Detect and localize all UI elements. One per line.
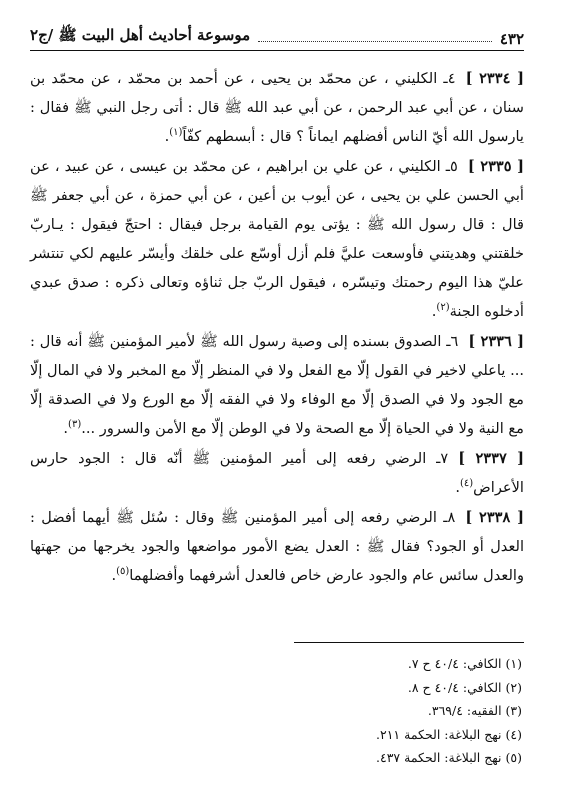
hadith-end: .	[63, 420, 69, 437]
footnote: (٤) نهج البلاغة: الحكمة ٢١١.	[376, 726, 522, 742]
hadith-text: ٦ـ الصدوق بسنده إلى وصية رسول الله ﷺ لأمير المؤمنين ﷺ أنه قال : ... ياعلي لاخير في القول إلّا مع الفعل ولا في المنظر إلّا مع المخبر ولا في المال إلّا مع الجود ولا في الصدق إلّا مع الوفاء ولا في الفقه إلّا مع الورع ولا في الصدقة إلّا مع النية ولا في الحياة إلّا مع الصحة ولا في الوطن إلّا مع الأمن والسرور ...	[30, 333, 524, 437]
footnote-separator	[294, 642, 524, 643]
page-number: ٤٣٢	[499, 30, 524, 48]
hadith-end: .	[111, 567, 117, 584]
footnote-ref: (٢)	[436, 302, 450, 314]
footnotes	[222, 652, 522, 770]
hadith-entry	[30, 152, 524, 326]
hadith-entry	[30, 444, 524, 502]
footnote-ref: (٥)	[116, 566, 130, 578]
header-dotted-leader	[258, 41, 492, 42]
hadith-number: [ ٢٣٣٨ ]	[465, 509, 524, 526]
footnote: (١) الكافي: ٤٠/٤ ح ٧.	[407, 656, 522, 671]
hadith-text: ٥ـ الكليني ، عن علي بن ابراهيم ، عن محمّد بن عيسى ، عن عبيد ، عن أبي الحسن علي بن يحيى ، عن أيوب بن أعين ، عن أبي حمزة ، عن أبي جعفر ﷺ قال : قال رسول الله ﷺ : يؤتى يوم القيامة برجل فيقال : احتجّ فيقول : يـاربّ خلقتني وهديتني فأوسعت عليَّ فلم أزل أوسّع على خلقك وأيسّر عليهم لكي تنتشر عليّ هذا اليوم رحمتك وتيسّره ، فيقول الربّ جل ثناؤه وتعالى ذكره : صدق عبدي أدخلوه الجنة	[30, 158, 524, 320]
page-header	[30, 18, 524, 51]
footnote: (٥) نهج البلاغة: الحكمة ٤٣٧.	[376, 750, 522, 765]
hadith-entry	[30, 503, 524, 590]
hadith-end: .	[431, 303, 437, 320]
footnote: (٢) الكافي: ٤٠/٤ ح ٨.	[407, 679, 522, 695]
hadith-text: ٨ـ الرضي رفعه إلى أمير المؤمنين ﷺ وقال : سُئل ﷺ أيهما أفضل : العدل أو الجود؟ فقال ﷺ : العدل يضع الأمور مواضعها والجود يخرجها من جهتها والعدل سائس عام والجود عارض خاص فالعدل أشرفهما وأفضلهما	[30, 509, 524, 584]
hadith-number: [ ٢٣٣٧ ]	[458, 450, 524, 467]
hadith-text: ٧ـ الرضي رفعه إلى أمير المؤمنين ﷺ أنّه قال : الجود حارس الأعراض	[30, 450, 524, 496]
hadith-end: .	[455, 479, 460, 496]
hadith-entry	[30, 64, 524, 151]
hadith-entry	[30, 327, 524, 443]
hadith-number: [ ٢٣٣٤ ]	[465, 70, 524, 87]
hadith-body	[30, 64, 524, 591]
hadith-number: [ ٢٣٣٦ ]	[468, 333, 524, 350]
hadith-text: ٤ـ الكليني ، عن محمّد بن يحيى ، عن أحمد بن محمّد ، عن محمّد بن سنان ، عن أبي عبد الرحمن ، عن أبي عبد الله ﷺ قال : أتى رجل النبي ﷺ فقال : يارسول الله أيّ الناس أفضلهم ايماناً ؟ قال : أبسطهم كفّاً	[30, 70, 524, 145]
running-title: موسوعة أحاديث أهل البيت ﷺ /ج٢	[30, 26, 251, 44]
hadith-end: .	[164, 128, 170, 145]
footnote: (٣) الفقيه: ٣٦٩/٤.	[427, 703, 522, 718]
hadith-number: [ ٢٣٣٥ ]	[467, 158, 524, 175]
footnote-ref: (٣)	[68, 419, 82, 431]
footnote-ref: (١)	[169, 127, 183, 139]
footnote-ref: (٤)	[459, 478, 474, 490]
